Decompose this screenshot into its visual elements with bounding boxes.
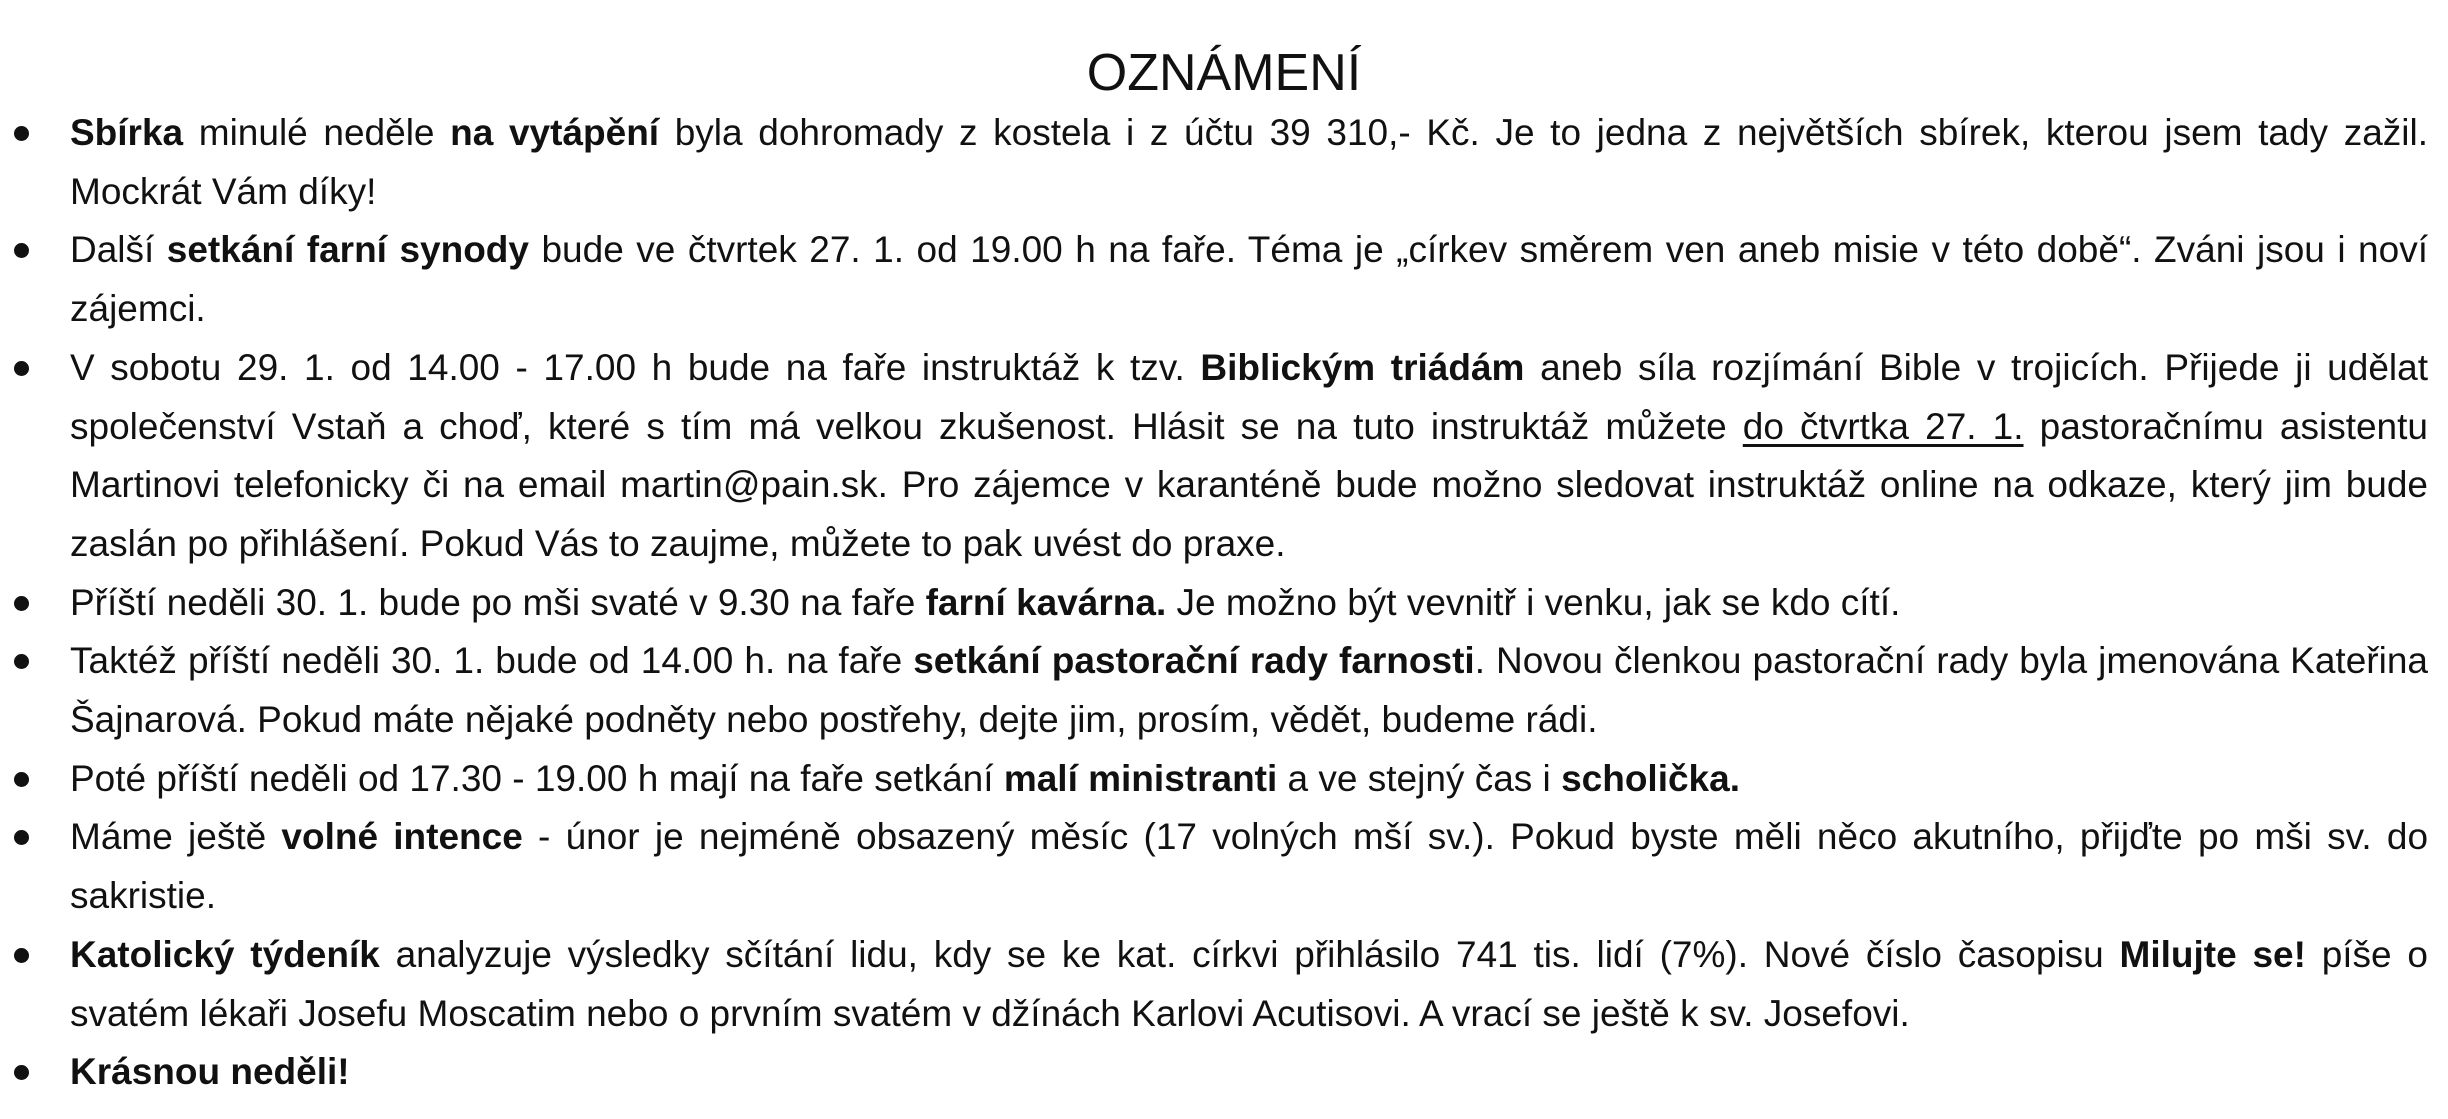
announcement-item — [70, 339, 2428, 574]
emphasized-text: malí ministranti — [1003, 757, 1278, 799]
bullet-icon — [14, 1065, 29, 1080]
emphasized-text: setkání farní synody — [166, 229, 529, 271]
emphasized-text: Krásnou neděli! — [70, 1051, 350, 1093]
emphasized-text: na vytápění — [450, 112, 660, 153]
emphasized-text: Milujte se! — [2119, 933, 2306, 975]
announcement-item — [70, 632, 2428, 749]
announcement-text: píše o svatém lékaři Josefu Moscatim nebo o prvním svatém v džínách Karlovi Acutisovi. A vrací se ještě k sv. Josefovi. — [70, 933, 2428, 1034]
emphasized-text: farní kavárna. — [925, 581, 1167, 623]
bullet-icon — [14, 596, 29, 611]
announcement-text: aneb síla rozjímání Bible v trojicích. Přijede ji udělat společenství Vstaň a choď, které s tím má velkou zkušenost. Hlásit se na tuto instruktáž můžete — [70, 346, 2428, 447]
announcement-text: minulé neděle — [183, 112, 451, 153]
announcement-text: a ve stejný čas i — [1277, 757, 1562, 799]
announcement-item — [70, 221, 2428, 338]
emphasized-text: volné intence — [281, 816, 523, 858]
announcement-text: V sobotu 29. 1. od 14.00 - 17.00 h bude na faře instruktáž k tzv. — [70, 346, 1201, 388]
page-title: OZNÁMENÍ — [1086, 43, 1362, 102]
announcement-text: pastoračnímu asistentu Martinovi telefonicky či na email martin@pain.sk. Pro zájemce v karanténě bude možno sledovat instruktáž online na odkaze, který jim bude zaslán po přihlášení. Pokud Vás to zaujme, můžete to pak uvést do praxe. — [70, 405, 2428, 564]
emphasized-text: scholička. — [1561, 757, 1740, 799]
bullet-icon — [14, 361, 29, 376]
announcement-item — [70, 1043, 2428, 1102]
announcement-item — [70, 750, 2428, 809]
announcement-text: - únor je nejméně obsazený měsíc (17 volných mší sv.). Pokud byste měli něco akutního, přijďte po mši sv. do sakristie. — [70, 816, 2429, 917]
announcement-text: Příští neděli 30. 1. bude po mši svaté v 9.30 na faře — [70, 581, 926, 623]
announcement-text: analyzuje výsledky sčítání lidu, kdy se ke kat. církvi přihlásilo 741 tis. lidí (7%). Nové číslo časopisu — [379, 933, 2120, 975]
announcement-item — [70, 104, 2428, 221]
announcement-item — [70, 574, 2428, 633]
announcement-text: Další — [70, 229, 167, 271]
announcement-text: byla dohromady z kostela i z účtu 39 310,- Kč. Je to jedna z největších sbírek, kterou jsem tady zažil. Mockrát Vám díky! — [70, 112, 2428, 212]
announcement-text: . Novou členkou pastorační rady byla jmenována Kateřina Šajnarová. Pokud máte nějaké podněty nebo postřehy, dejte jim, prosím, vědět, budeme rádi. — [70, 640, 2428, 741]
bullet-icon — [14, 654, 29, 669]
emphasized-text: Sbírka — [70, 112, 184, 153]
announcement-text: Je možno být vevnitř i venku, jak se kdo cítí. — [1166, 581, 1901, 623]
announcement-list — [70, 104, 2428, 1102]
bullet-icon — [14, 126, 29, 141]
announcement-item — [70, 926, 2428, 1043]
announcement-text: Máme ještě — [70, 816, 282, 858]
announcement-text: Poté příští neděli od 17.30 - 19.00 h mají na faře setkání — [70, 757, 1004, 799]
bullet-icon — [14, 243, 29, 258]
announcement-item — [70, 808, 2428, 925]
bullet-icon — [14, 830, 29, 845]
bullet-icon — [14, 948, 29, 963]
bullet-icon — [14, 772, 29, 787]
emphasized-text: Biblickým triádám — [1200, 346, 1525, 388]
emphasized-text: setkání pastorační rady farnosti — [913, 640, 1475, 682]
announcement-text: bude ve čtvrtek 27. 1. od 19.00 h na faře. Téma je „církev směrem ven aneb misie v této době“. Zváni jsou i noví zájemci. — [70, 229, 2428, 330]
underlined-text: do čtvrtka 27. 1. — [1742, 405, 2024, 447]
announcement-text: Taktéž příští neděli 30. 1. bude od 14.00 h. na faře — [70, 640, 914, 682]
emphasized-text: Katolický týdeník — [70, 933, 380, 975]
